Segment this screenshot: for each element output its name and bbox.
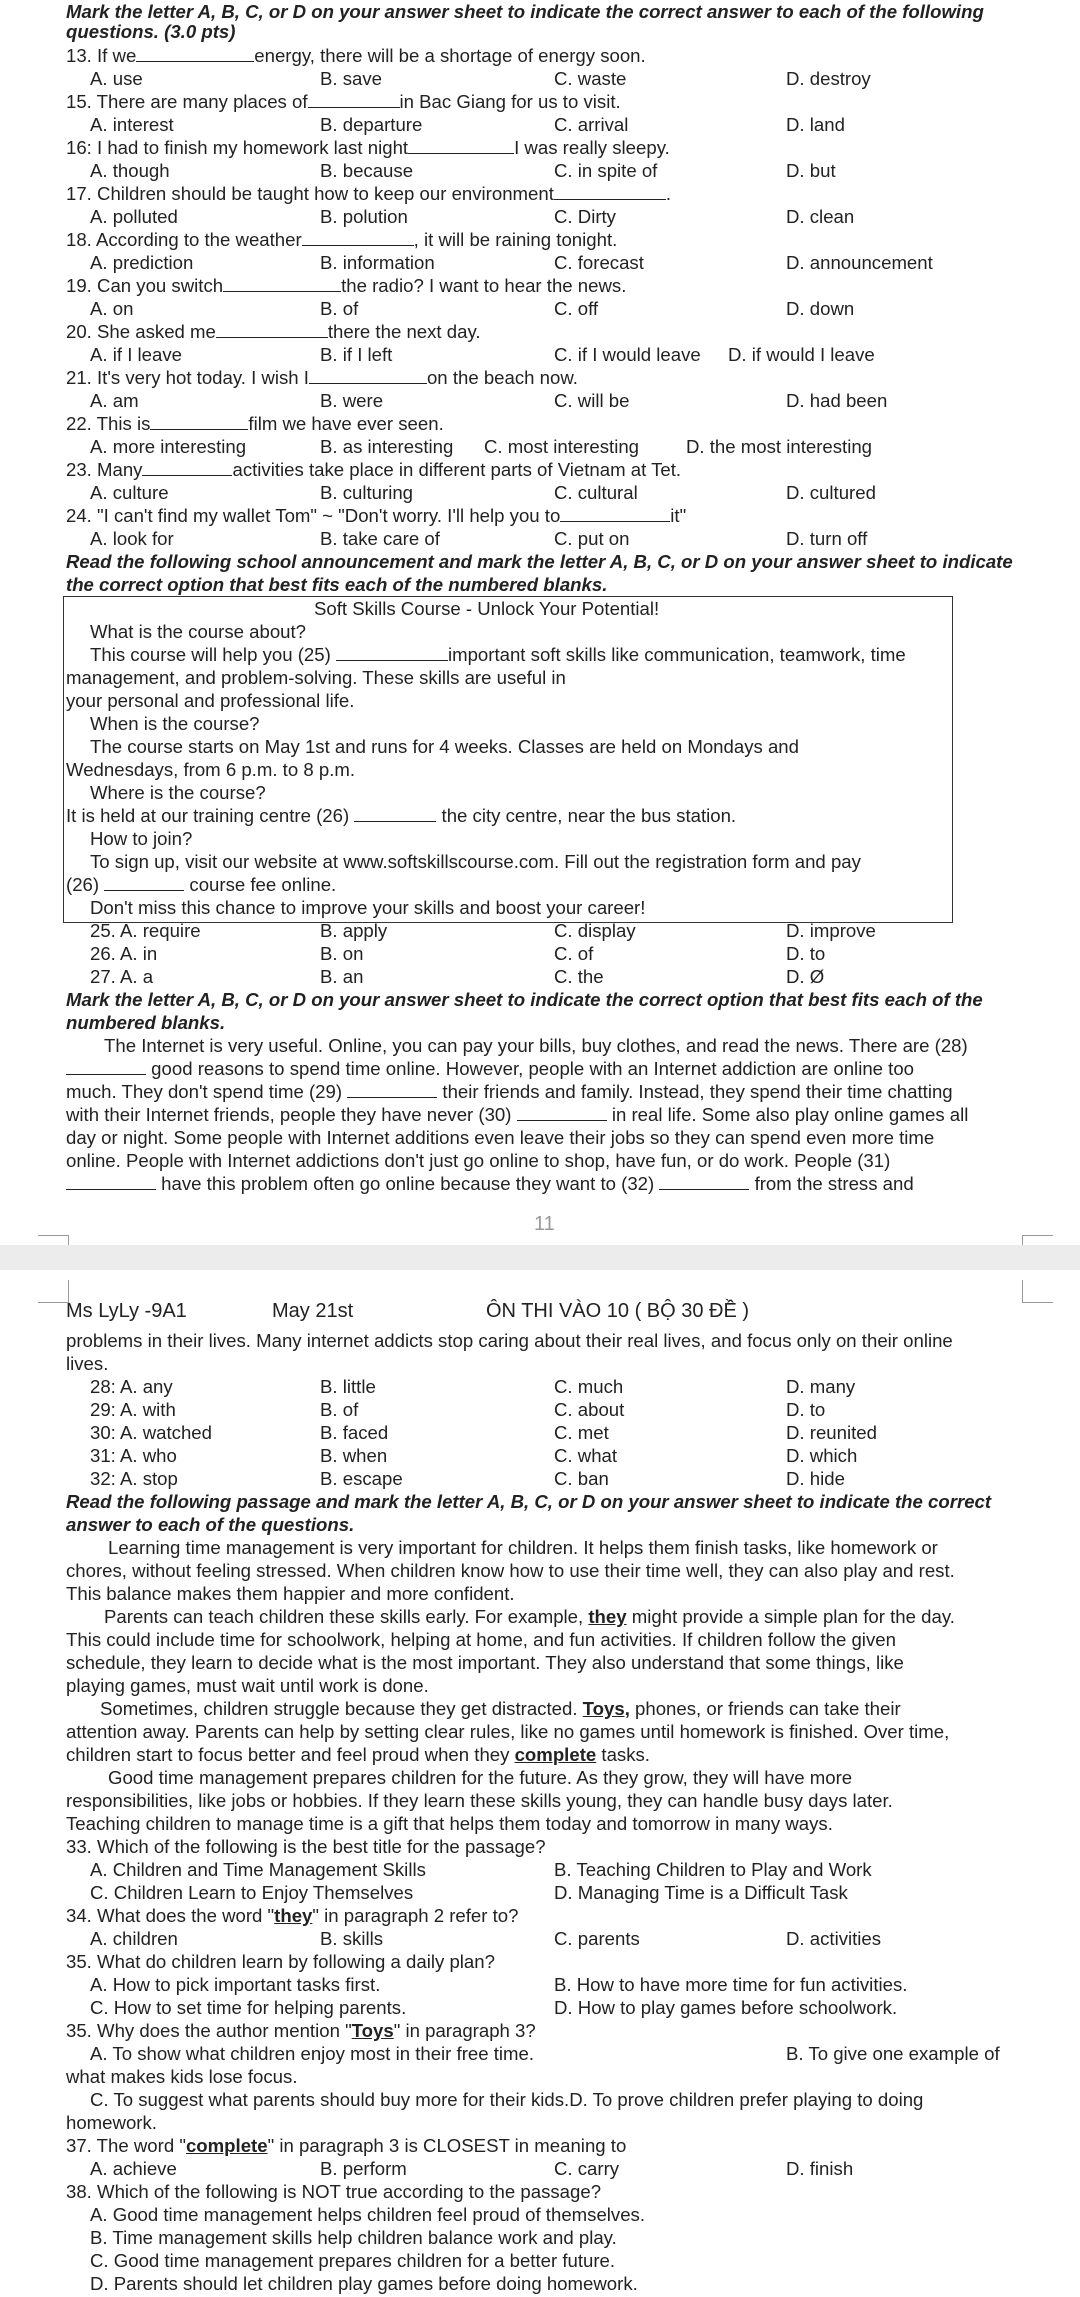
option-c: C. much [554,1376,624,1397]
option-b: B. on [320,943,364,964]
reading-line: chores, without feeling stressed. When children know how to use their time well, they can also play and rest. [66,1560,955,1581]
option-b: B. little [320,1376,376,1397]
option-a: A. How to pick important tasks first. [90,1974,381,1995]
question-stem: 24. "I can't find my wallet Tom" ~ "Don't worry. I'll help you to it" [66,505,687,526]
option-b: B. departure [320,114,423,135]
question-stem: 17. Children should be taught how to keep our environment . [66,183,672,204]
option-b: B. escape [320,1468,403,1489]
option-a: A. Good time management helps children feel proud of themselves. [90,2204,646,2225]
option-c: C. How to set time for helping parents. [90,1997,407,2018]
option-d: D. hide [786,1468,845,1489]
option-c: C. ban [554,1468,609,1489]
option-a: A. use [90,68,143,89]
announcement-line: Don't miss this chance to improve your skills and boost your career! [90,897,646,918]
announcement-line: Wednesdays, from 6 p.m. to 8 p.m. [66,759,356,780]
option-c: C. if I would leave [554,344,701,365]
option-a: A. look for [90,528,174,549]
question-38: 38. Which of the following is NOT true according to the passage? [66,2181,602,2202]
option-c: C. parents [554,1928,640,1949]
option-a: 31: A. who [90,1445,177,1466]
header-date: May 21st [272,1300,354,1322]
option-d: D. to [786,1399,826,1420]
reading-line: responsibilities, like jobs or hobbies. If they learn these skills young, they can handle busy days later. [66,1790,893,1811]
section-4-instruction: Read the following passage and mark the letter A, B, C, or D on your answer sheet to indicate the correct [66,1491,992,1512]
option-c: C. most interesting [484,436,640,457]
option-d: D. cultured [786,482,876,503]
option-b: B. To give one example of [786,2043,1000,2064]
option-d: D. turn off [786,528,868,549]
reading-line: Learning time management is very important for children. It helps them finish tasks, like homework or [108,1537,938,1558]
answer-blank [150,413,248,430]
answer-blank [142,459,232,476]
announcement-line: (26) course fee online. [66,874,337,895]
option-c: C. what [554,1445,618,1466]
option-c: C. cultural [554,482,638,503]
option-d: D. but [786,160,836,181]
option-d: D. activities [786,1928,882,1949]
option-b: B. of [320,298,359,319]
reading-line: Sometimes, children struggle because they get distracted. Toys, phones, or friends can take their [100,1698,901,1719]
option-d: D. many [786,1376,856,1397]
option-c: C. put on [554,528,630,549]
option-d: D. had been [786,390,888,411]
announcement-heading-join: How to join? [90,828,193,849]
option-c: C. waste [554,68,627,89]
option-c: C. of [554,943,594,964]
header-title: ÔN THI VÀO 10 ( BỘ 30 ĐỀ ) [486,1300,750,1322]
answer-blank [554,183,666,200]
question-stem: 19. Can you switch the radio? I want to hear the news. [66,275,627,296]
option-b: B. culturing [320,482,414,503]
question-stem: 23. Many activities take place in different parts of Vietnam at Tet. [66,459,682,480]
option-c: C. off [554,298,599,319]
reading-line: children start to focus better and feel proud when they complete tasks. [66,1744,650,1765]
option-b: B. an [320,966,364,987]
question-stem: 22. This is film we have ever seen. [66,413,444,434]
passage-line: online. People with Internet addictions don't just go online to shop, have fun, or do work. People (31) [66,1150,891,1171]
option-d: D. to [786,943,826,964]
announcement-heading-where: Where is the course? [90,782,266,803]
option-a: A. achieve [90,2158,177,2179]
option-a: A. more interesting [90,436,247,457]
section-3-instruction: Mark the letter A, B, C, or D on your answer sheet to indicate the correct option that best fits each of the [66,989,983,1010]
answer-blank [223,275,341,292]
page-corner-mark [38,1280,69,1303]
option-a: 29: A. with [90,1399,176,1420]
option-a: A. culture [90,482,169,503]
option-c: C. about [554,1399,625,1420]
option-a: 30: A. watched [90,1422,212,1443]
option-c: C. arrival [554,114,629,135]
option-d: D. Ø [786,966,825,987]
section-1-instruction: Mark the letter A, B, C, or D on your answer sheet to indicate the correct answer to each of the following [66,1,984,22]
passage-line: much. They don't spend time (29) their friends and family. Instead, they spend their time chatting [66,1081,953,1102]
announcement-title: Soft Skills Course - Unlock Your Potential! [314,598,660,619]
reading-line: Good time management prepares children for the future. As they grow, they will have more [108,1767,853,1788]
option-b: B. information [320,252,435,273]
option-d: D. which [786,1445,858,1466]
option-c: C. Good time management prepares children for a better future. [90,2250,616,2271]
question-37: 37. The word "complete" in paragraph 3 is CLOSEST in meaning to [66,2135,627,2156]
option-b: B. skills [320,1928,384,1949]
option-b: B. Teaching Children to Play and Work [554,1859,872,1880]
option-c: C. display [554,920,636,941]
option-a: A. To show what children enjoy most in their free time. [90,2043,535,2064]
announcement-heading-about: What is the course about? [90,621,307,642]
page-corner-mark [1022,1280,1053,1303]
option-d: D. if would I leave [728,344,875,365]
section-2-instruction: Read the following school announcement and mark the letter A, B, C, or D on your answer sheet to indicate [66,551,1013,572]
announcement-line: To sign up, visit our website at www.softskillscourse.com. Fill out the registration form and pay [90,851,861,872]
announcement-line: The course starts on May 1st and runs for 4 weeks. Classes are held on Mondays and [90,736,799,757]
option-b: B. faced [320,1422,389,1443]
option-b: B. How to have more time for fun activities. [554,1974,908,1995]
option-c: C. carry [554,2158,620,2179]
reading-line: Teaching children to manage time is a gift that helps them today and tomorrow in many ways. [66,1813,833,1834]
section-4-instruction-cont: answer to each of the questions. [66,1514,355,1535]
option-b: B. polution [320,206,408,227]
option-c: C. Children Learn to Enjoy Themselves [90,1882,414,1903]
option-c-d: C. To suggest what parents should buy more for their kids.D. To prove children prefer playing to doing [90,2089,924,2110]
question-36: 35. Why does the author mention "Toys" in paragraph 3? [66,2020,536,2041]
option-a: A. though [90,160,170,181]
option-d: D. destroy [786,68,871,89]
question-stem: 16: I had to finish my homework last night I was really sleepy. [66,137,670,158]
option-a: 28: A. any [90,1376,173,1397]
option-a: A. prediction [90,252,194,273]
answer-blank [302,229,414,246]
question-stem: 21. It's very hot today. I wish I on the beach now. [66,367,578,388]
option-b: B. as interesting [320,436,454,457]
option-a: A. if I leave [90,344,182,365]
option-d: D. Parents should let children play games before doing homework. [90,2273,638,2294]
section-2-instruction-cont: the correct option that best fits each of the numbered blanks. [66,574,608,595]
reading-line: This balance makes them happier and more confident. [66,1583,515,1604]
answer-blank [308,91,400,108]
announcement-line: It is held at our training centre (26) the city centre, near the bus station. [66,805,737,826]
option-d: D. announcement [786,252,933,273]
passage-line: lives. [66,1353,109,1374]
announcement-heading-when: When is the course? [90,713,260,734]
announcement-line: management, and problem-solving. These skills are useful in [66,667,566,688]
option-c: C. in spite of [554,160,658,181]
option-b-cont: what makes kids lose focus. [66,2066,298,2087]
section-3-instruction-cont: numbered blanks. [66,1012,226,1033]
passage-line: problems in their lives. Many internet addicts stop caring about their real lives, and focus only on their online [66,1330,953,1351]
option-a: A. Children and Time Management Skills [90,1859,426,1880]
option-c: C. forecast [554,252,644,273]
page-break [0,1245,1080,1270]
option-d: D. finish [786,2158,854,2179]
question-33: 33. Which of the following is the best title for the passage? [66,1836,546,1857]
option-a: A. children [90,1928,178,1949]
announcement-line: This course will help you (25) important soft skills like communication, teamwork, time [90,644,906,665]
option-b: B. save [320,68,383,89]
reading-line: schedule, they learn to decide what is the most important. They also understand that some things, like [66,1652,904,1673]
option-d: D. the most interesting [686,436,873,457]
answer-blank [216,321,328,338]
question-stem: 15. There are many places of in Bac Giang for us to visit. [66,91,621,112]
option-a: A. on [90,298,134,319]
reading-line: Parents can teach children these skills early. For example, they might provide a simple plan for the day. [104,1606,955,1627]
option-a: A. interest [90,114,174,135]
reading-line: This could include time for schoolwork, helping at home, and fun activities. If children follow the given [66,1629,896,1650]
answer-blank [136,45,254,62]
option-c: C. met [554,1422,609,1443]
option-d: D. Managing Time is a Difficult Task [554,1882,848,1903]
answer-blank [309,367,427,384]
option-d: D. down [786,298,855,319]
option-b: B. apply [320,920,388,941]
question-stem: 13. If we energy, there will be a shortage of energy soon. [66,45,646,66]
option-a: 25. A. require [90,920,201,941]
option-b: B. Time management skills help children balance work and play. [90,2227,617,2248]
passage-line: The Internet is very useful. Online, you can pay your bills, buy clothes, and read the news. There are (28) [104,1035,968,1056]
option-d: D. reunited [786,1422,877,1443]
option-d: D. improve [786,920,876,941]
option-a: A. polluted [90,206,178,227]
reading-line: attention away. Parents can help by setting clear rules, like no games until homework is finished. Over time, [66,1721,950,1742]
option-a: 26. A. in [90,943,158,964]
section-1-instruction-cont: questions. (3.0 pts) [66,21,236,42]
option-c: C. Dirty [554,206,616,227]
option-b: B. because [320,160,414,181]
passage-line: with their Internet friends, people they have never (30) in real life. Some also play online games all [66,1104,969,1125]
option-c: C. will be [554,390,630,411]
option-c: C. the [554,966,604,987]
announcement-line: your personal and professional life. [66,690,355,711]
option-d: D. land [786,114,845,135]
option-b: B. perform [320,2158,407,2179]
reading-line: playing games, must wait until work is done. [66,1675,429,1696]
header-teacher: Ms LyLy -9A1 [66,1300,187,1322]
option-d-cont: homework. [66,2112,157,2133]
question-35: 35. What do children learn by following a daily plan? [66,1951,495,1972]
option-a: A. am [90,390,139,411]
option-b: B. take care of [320,528,440,549]
question-34: 34. What does the word "they" in paragraph 2 refer to? [66,1905,519,1926]
question-stem: 18. According to the weather , it will be raining tonight. [66,229,618,250]
answer-blank [560,505,670,522]
option-a: 32: A. stop [90,1468,178,1489]
option-b: B. were [320,390,384,411]
option-b: B. if I left [320,344,393,365]
page-number: 11 [534,1213,555,1235]
option-d: D. clean [786,206,855,227]
answer-blank [408,137,514,154]
passage-line: have this problem often go online because they want to (32) from the stress and [66,1172,914,1195]
option-b: B. when [320,1445,388,1466]
passage-line: good reasons to spend time online. However, people with an Internet addiction are online too [66,1057,914,1080]
passage-line: day or night. Some people with Internet additions even leave their jobs so they can spend even more time [66,1127,935,1148]
option-b: B. of [320,1399,359,1420]
option-a: 27. A. a [90,966,154,987]
option-d: D. How to play games before schoolwork. [554,1997,898,2018]
question-stem: 20. She asked me there the next day. [66,321,481,342]
